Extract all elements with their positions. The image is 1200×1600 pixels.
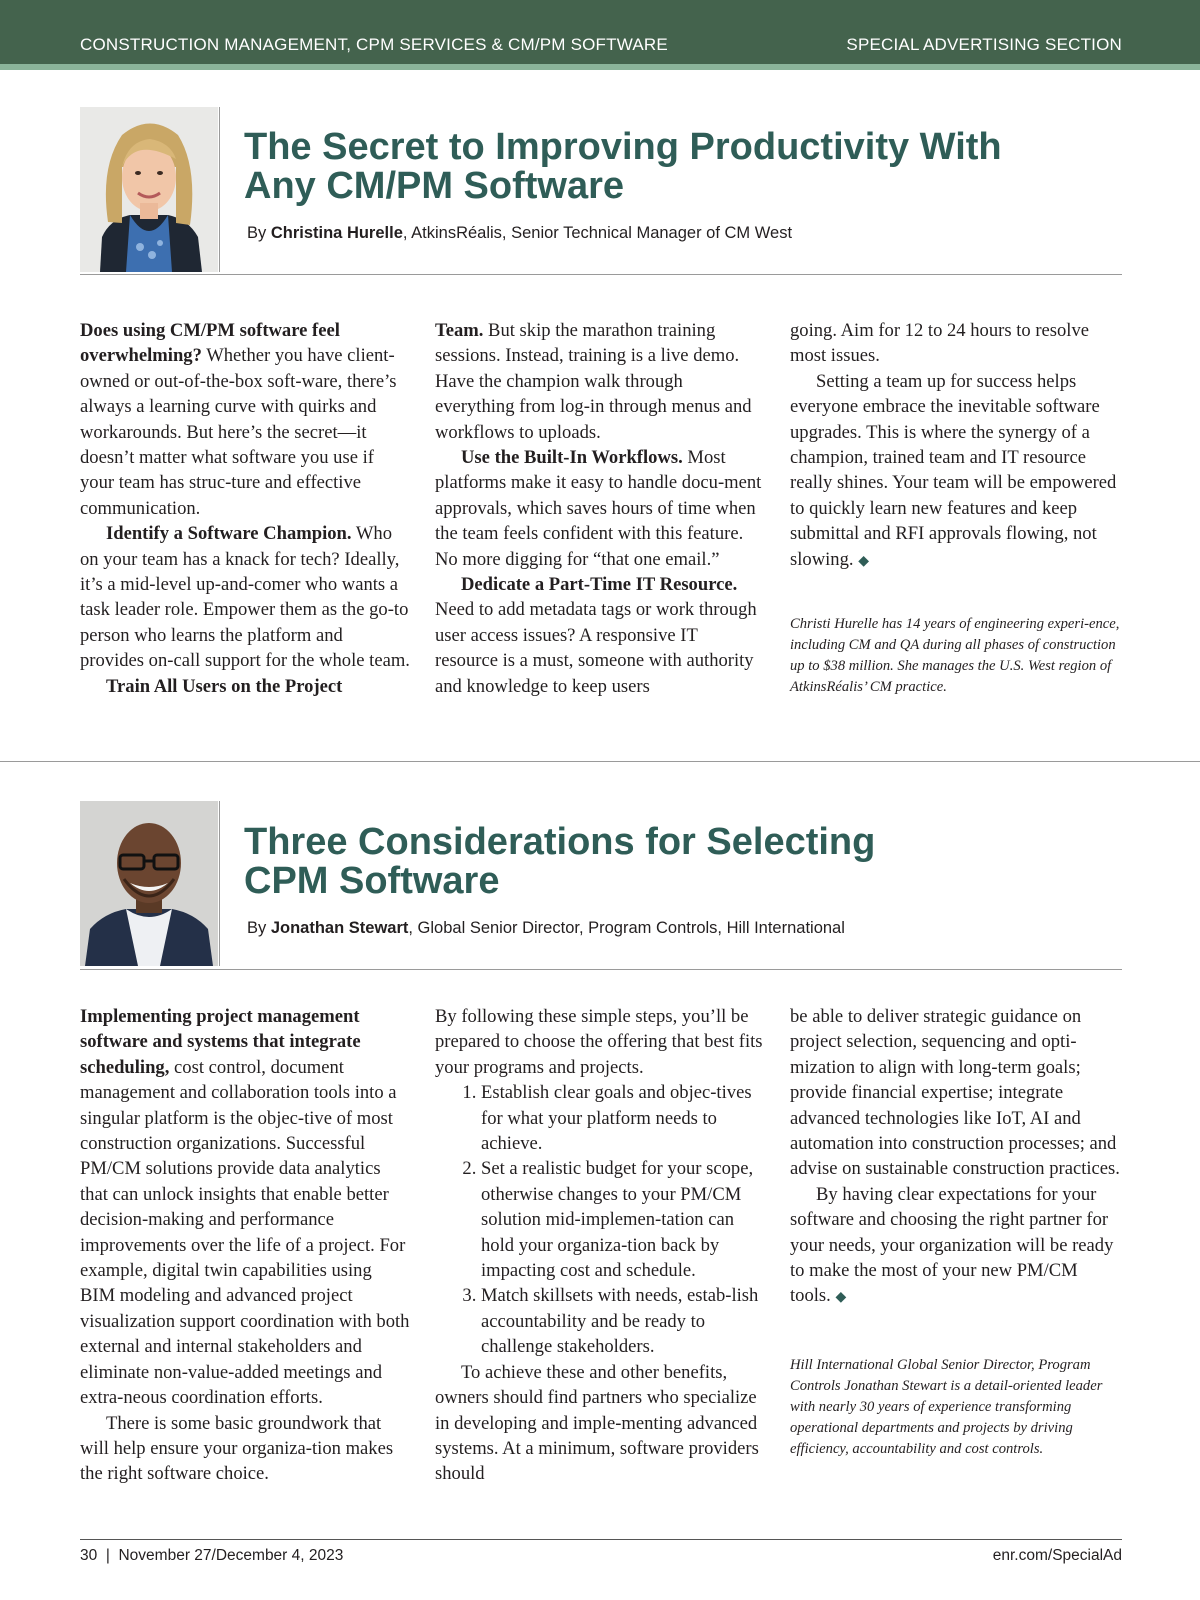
col3-paragraph-1: going. Aim for 12 to 24 hours to resolve most issues. bbox=[790, 320, 1090, 367]
it-resource-text: Need to add metadata tags or work through user access issues? A responsive IT resource is a must, someone with authority and knowledge to keep users bbox=[435, 599, 757, 697]
section-title: CONSTRUCTION MANAGEMENT, CPM SERVICES & CM/PM SOFTWARE bbox=[80, 35, 668, 54]
lead-text: Whether you have client-owned or out-of-the-box soft-ware, there’s always a learning curve with quirks and workarounds. But here’s the secret—it doesn’t matter what software you use if your team has struc-ture and effective communication. bbox=[80, 345, 397, 519]
byline-prefix: By bbox=[247, 224, 271, 242]
article2-column-2 bbox=[435, 1004, 765, 1487]
list-item: 1. Establish clear goals and objec-tives for what your platform needs to achieve. bbox=[481, 1080, 765, 1156]
article1-title bbox=[244, 128, 1002, 206]
footer-rule bbox=[80, 1539, 1122, 1540]
lead-bold: Does using CM/PM software feel overwhelming? bbox=[80, 320, 340, 367]
footer-page-info: 30 | November 27/December 4, 2023 bbox=[80, 1547, 344, 1564]
article2-rule bbox=[80, 969, 1122, 970]
header-band bbox=[0, 0, 1200, 70]
article2-title-line2: CPM Software bbox=[244, 860, 500, 902]
col3-paragraph-2: Setting a team up for success helps everyone embrace the inevitable software upgrades. This is where the synergy of a champion, trained team and IT resource really shines. Your team will be empowered to quickly learn new features and keep submittal and RFI approvals flowing, not slowing. bbox=[790, 370, 1117, 570]
end-diamond-icon: ◆ bbox=[835, 1290, 847, 1306]
article1-rule bbox=[80, 274, 1122, 275]
train-text: But skip the marathon training sessions. Instead, training is a live demo. Have the champion walk through everything from log-in through menus and workflows to uploads. bbox=[435, 320, 752, 443]
col3-paragraph-1: be able to deliver strategic guidance on project selection, sequencing and opti-mization to align with long-term goals; provide financial expertise; integrate advanced technologies like IoT, AI and automation into construction processes; and advise on sustainable construction practices. bbox=[790, 1006, 1120, 1180]
champion-text: Who on your team has a knack for tech? Ideally, it’s a mid-level up-and-comer who wants a task leader role. Empower them as the go-to person who learns the platform and provides on-call support for the whole team. bbox=[80, 523, 410, 672]
article1-column-3 bbox=[790, 318, 1120, 698]
subhead-train-cont: Team. bbox=[435, 320, 484, 341]
article2-title-line1: Three Considerations for Selecting bbox=[244, 821, 876, 863]
col3-paragraph-2: By having clear expectations for your software and choosing the right partner for your needs, your organization will be ready to make the most of your new PM/CM tools. bbox=[790, 1183, 1114, 1307]
author-affiliation: , AtkinsRéalis, Senior Technical Manager of CM West bbox=[402, 224, 793, 242]
end-diamond-icon: ◆ bbox=[858, 553, 869, 569]
article1-byline bbox=[247, 224, 792, 243]
advertising-label: SPECIAL ADVERTISING SECTION bbox=[846, 35, 1122, 54]
steps-list bbox=[435, 1080, 765, 1359]
article2-title bbox=[244, 823, 875, 901]
author-photo-christina-hurelle bbox=[80, 107, 218, 272]
list-item: 2. Set a realistic budget for your scope, otherwise changes to your PM/CM solution mid-implemen-tation can hold your organiza-tion back by impacting cost and schedule. bbox=[481, 1156, 765, 1283]
author-name: Jonathan Stewart bbox=[270, 919, 409, 937]
author-bio: Hill International Global Senior Director, Program Controls Jonathan Stewart is a detail-oriented leader with nearly 30 years of experience transforming operational departments and projects by driving efficiency, accountability and cost controls. bbox=[790, 1356, 1103, 1457]
benefits-paragraph: To achieve these and other benefits, owners should find partners who specialize in developing and imple-menting advanced systems. At a minimum, software providers should bbox=[435, 1361, 759, 1485]
lead-bold: Implementing project management software and systems that integrate scheduling, bbox=[80, 1006, 361, 1078]
steps-intro: By following these simple steps, you’ll be prepared to choose the offering that best fits your programs and projects. bbox=[435, 1006, 763, 1078]
header-divider bbox=[219, 107, 220, 272]
subhead-champion: Identify a Software Champion. bbox=[106, 523, 352, 545]
author-bio: Christi Hurelle has 14 years of engineering experi-ence, including CM and QA during all phases of construction up to $38 million. She manages the U.S. West region of AtkinsRéalis’ CM practice. bbox=[790, 616, 1120, 696]
section-divider bbox=[0, 761, 1200, 762]
header-divider-2 bbox=[219, 801, 220, 966]
footer-url[interactable]: enr.com/SpecialAd bbox=[992, 1547, 1122, 1564]
article1-title-line2: Any CM/PM Software bbox=[244, 165, 625, 207]
author-photo-jonathan-stewart bbox=[80, 801, 218, 966]
author-affiliation: , Global Senior Director, Program Controls, Hill International bbox=[408, 919, 845, 937]
lead-text: cost control, document management and collaboration tools into a singular platform is the objec-tive of most construction organizations. Successful PM/CM solutions provide data analytics that can unlock insights that enable better decision-making and performance improvements over the life of a project. For example, digital twin capabilities using BIM modeling and advanced project visualization support coordination with both external and internal stakeholders and eliminate non-value-added meetings and extra-neous coordination efforts. bbox=[80, 1056, 410, 1409]
list-item: 3. Match skillsets with needs, estab-lish accountability and be ready to challenge stakeholders. bbox=[481, 1283, 765, 1359]
subhead-train: Train All Users on the Project bbox=[106, 675, 343, 697]
byline-prefix: By bbox=[247, 919, 271, 937]
article2-column-1 bbox=[80, 1004, 410, 1487]
workflows-text: Most platforms make it easy to handle docu-ment approvals, which saves hours of time when the team feels confident with this feature. No more digging for “that one email.” bbox=[435, 447, 762, 570]
article2-column-3 bbox=[790, 1004, 1120, 1460]
groundwork-paragraph: There is some basic groundwork that will help ensure your organiza-tion makes the right software choice. bbox=[80, 1412, 394, 1485]
article1-column-1 bbox=[80, 318, 410, 699]
subhead-workflows: Use the Built-In Workflows. bbox=[461, 447, 683, 469]
article1-column-2 bbox=[435, 318, 765, 699]
article1-title-line1: The Secret to Improving Productivity With bbox=[244, 126, 1002, 168]
article2-byline bbox=[247, 919, 845, 938]
author-name: Christina Hurelle bbox=[270, 224, 403, 242]
subhead-it-resource: Dedicate a Part-Time IT Resource. bbox=[461, 574, 738, 596]
